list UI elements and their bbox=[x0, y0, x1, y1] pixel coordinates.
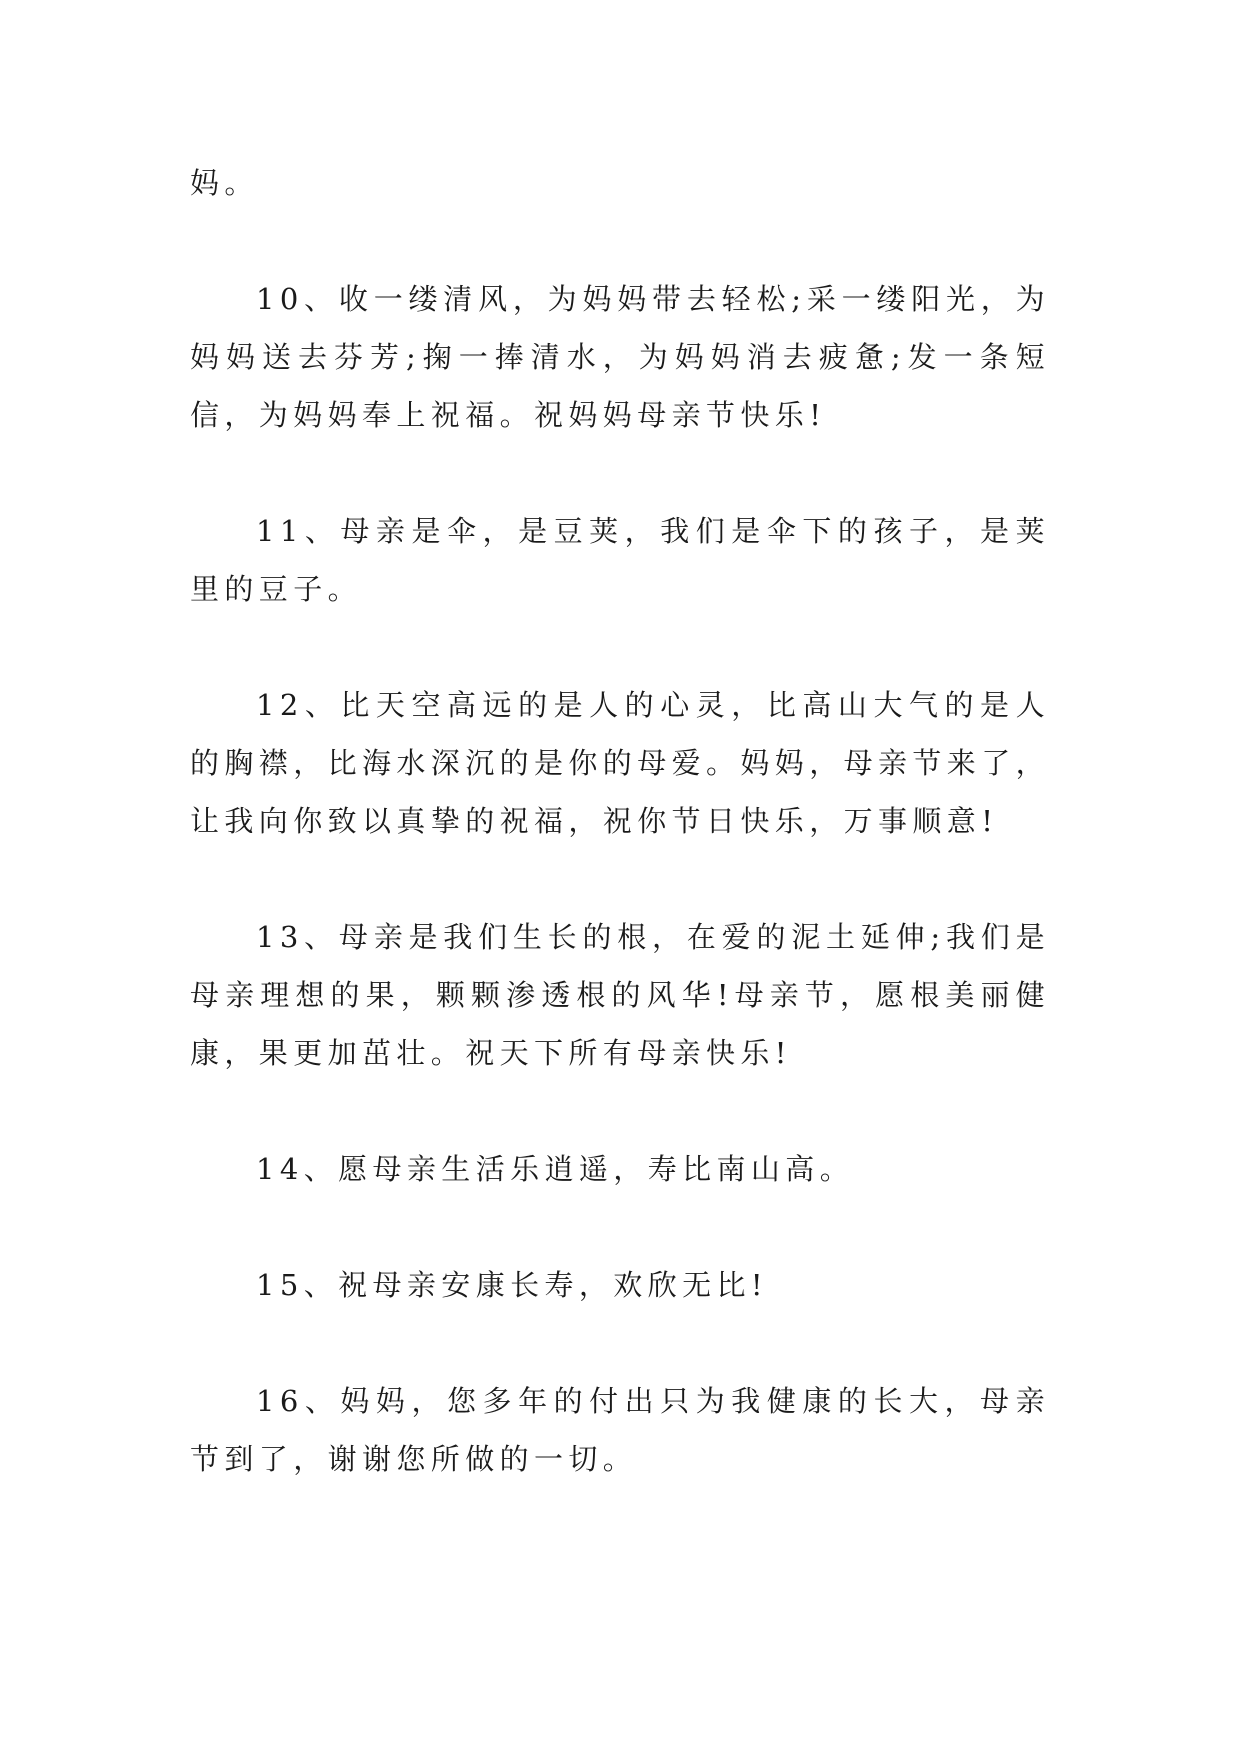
paragraph-item-11: 11、母亲是伞，是豆荚，我们是伞下的孩子，是荚里的豆子。 bbox=[190, 514, 1050, 606]
document-body bbox=[190, 154, 1050, 1546]
paragraph-item-10: 10、收一缕清风，为妈妈带去轻松;采一缕阳光，为妈妈送去芬芳;掬一捧清水，为妈妈消去疲惫;发一条短信，为妈妈奉上祝福。祝妈妈母亲节快乐! bbox=[190, 282, 1050, 432]
paragraph-item-12: 12、比天空高远的是人的心灵，比高山大气的是人的胸襟，比海水深沉的是你的母爱。妈妈，母亲节来了，让我向你致以真挚的祝福，祝你节日快乐，万事顺意! bbox=[190, 688, 1051, 838]
paragraph-item-13: 13、母亲是我们生长的根，在爱的泥土延伸;我们是母亲理想的果，颗颗渗透根的风华!母亲节，愿根美丽健康，果更加茁壮。祝天下所有母亲快乐! bbox=[190, 920, 1050, 1070]
paragraph-item-15: 15、祝母亲安康长寿，欢欣无比! bbox=[256, 1268, 768, 1302]
paragraph-item-16: 16、妈妈，您多年的付出只为我健康的长大，母亲节到了，谢谢您所做的一切。 bbox=[190, 1384, 1050, 1476]
paragraph-continuation: 妈。 bbox=[190, 166, 259, 200]
paragraph-item-14: 14、愿母亲生活乐逍遥，寿比南山高。 bbox=[256, 1152, 855, 1186]
